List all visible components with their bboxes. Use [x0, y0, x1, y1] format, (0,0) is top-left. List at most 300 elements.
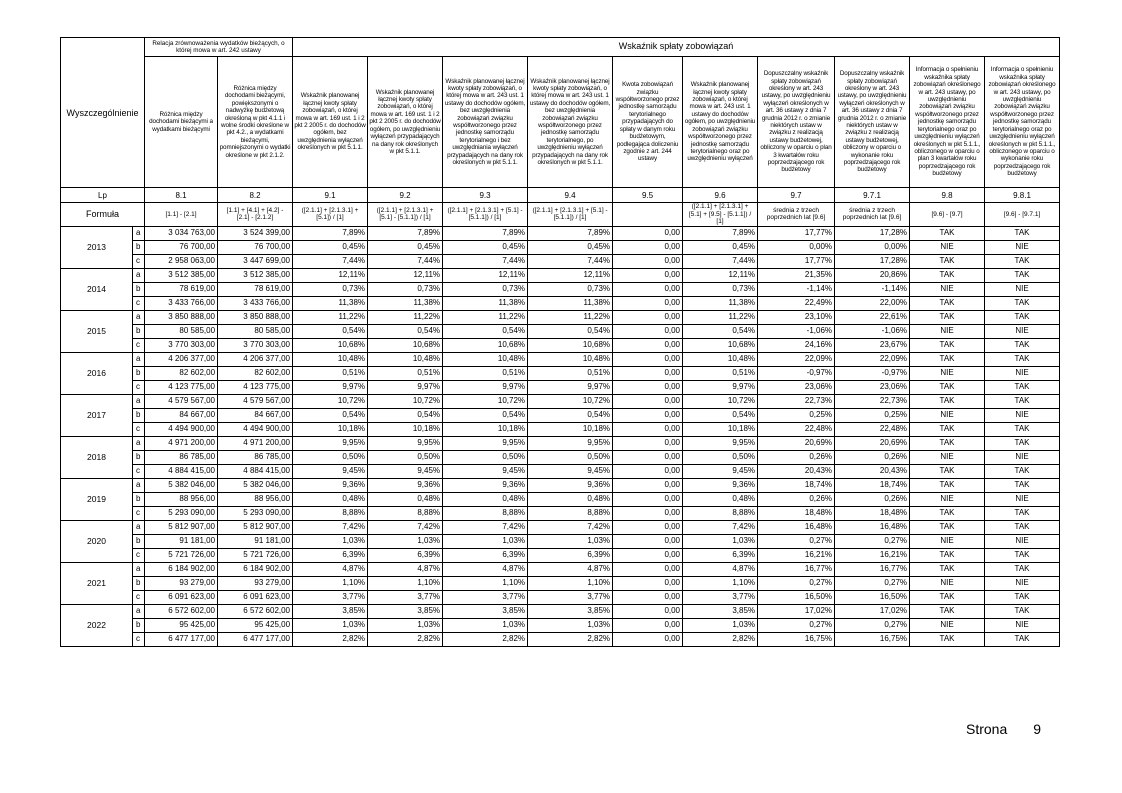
value-cell: 82 602,00 [218, 366, 293, 380]
value-cell: 3 512 385,00 [145, 268, 218, 282]
value-cell: 0,00 [613, 464, 683, 478]
page-footer [966, 721, 1041, 737]
column-header: Wskaźnik planowanej łącznej kwoty spłaty zobowiązań, o której mowa w art. 243 ust. 1 ustawy do dochodów ogółem, po uwzględnieniu zobowiązań związku współtworzonego przez jednostkę samorządu terytorialnego oraz po uwzględnieniu wyłączeń [683, 57, 758, 188]
value-cell: 1,03% [683, 618, 758, 632]
value-cell: 9,45% [443, 464, 528, 478]
lp-row [61, 188, 1060, 203]
row-letter: b [133, 450, 145, 464]
value-cell: 6 477 177,00 [145, 632, 218, 646]
table-row [61, 492, 1060, 506]
row-letter: b [133, 576, 145, 590]
value-cell: 4,87% [293, 562, 368, 576]
value-cell: TAK [910, 254, 985, 268]
value-cell: 3 433 766,00 [145, 296, 218, 310]
value-cell: 7,89% [443, 226, 528, 240]
value-cell: 12,11% [683, 268, 758, 282]
value-cell: 11,22% [683, 310, 758, 324]
value-cell: 17,02% [758, 604, 835, 618]
row-letter: a [133, 310, 145, 324]
value-cell: 10,48% [368, 352, 443, 366]
table-row [61, 296, 1060, 310]
value-cell: -1,14% [758, 282, 835, 296]
value-cell: 9,45% [293, 464, 368, 478]
value-cell: 7,42% [683, 520, 758, 534]
table-row [61, 324, 1060, 338]
value-cell: 1,03% [368, 534, 443, 548]
table-row [61, 520, 1060, 534]
value-cell: NIE [985, 534, 1060, 548]
value-cell: 0,26% [835, 492, 910, 506]
value-cell: 18,74% [835, 478, 910, 492]
value-cell: 17,28% [835, 226, 910, 240]
row-letter: c [133, 548, 145, 562]
value-cell: 7,42% [368, 520, 443, 534]
table-row [61, 310, 1060, 324]
value-cell: 10,68% [528, 338, 613, 352]
value-cell: 11,38% [293, 296, 368, 310]
group-header-9: Wskaźnik spłaty zobowiązań [293, 38, 1060, 57]
value-cell: 7,89% [528, 226, 613, 240]
value-cell: 0,00% [758, 240, 835, 254]
table-row [61, 548, 1060, 562]
table-row [61, 380, 1060, 394]
value-cell: 3,77% [293, 590, 368, 604]
value-cell: 93 279,00 [218, 576, 293, 590]
row-letter: a [133, 394, 145, 408]
value-cell: 3 433 766,00 [218, 296, 293, 310]
value-cell: 0,27% [835, 576, 910, 590]
value-cell: 18,48% [835, 506, 910, 520]
value-cell: TAK [985, 632, 1060, 646]
value-cell: 0,54% [368, 408, 443, 422]
value-cell: 10,72% [293, 394, 368, 408]
value-cell: 4 579 567,00 [218, 394, 293, 408]
value-cell: 0,54% [528, 408, 613, 422]
value-cell: TAK [985, 478, 1060, 492]
value-cell: 0,00 [613, 254, 683, 268]
value-cell: 8,88% [443, 506, 528, 520]
lp-cell: 9.7 [758, 188, 835, 203]
value-cell: 5 293 090,00 [218, 506, 293, 520]
value-cell: 9,97% [528, 380, 613, 394]
value-cell: 0,45% [293, 240, 368, 254]
value-cell: 0,00 [613, 352, 683, 366]
value-cell: 5 382 046,00 [218, 478, 293, 492]
value-cell: 23,10% [758, 310, 835, 324]
row-letter: c [133, 632, 145, 646]
value-cell: 3,85% [528, 604, 613, 618]
value-cell: TAK [910, 604, 985, 618]
value-cell: 0,00 [613, 394, 683, 408]
column-header: Wskaźnik planowanej łącznej kwoty spłaty zobowiązań, o której mowa w art. 169 ust. 1 i 2 pkt 2 2005 r. do dochodów ogółem, bez uwzględnienia wyłączeń określonych w pkt 5.1.1. [293, 57, 368, 188]
value-cell: 11,22% [368, 310, 443, 324]
value-cell: TAK [910, 464, 985, 478]
value-cell: 88 956,00 [145, 492, 218, 506]
value-cell: 22,61% [835, 310, 910, 324]
table-row [61, 604, 1060, 618]
value-cell: 21,35% [758, 268, 835, 282]
value-cell: 3 447 699,00 [218, 254, 293, 268]
value-cell: 9,95% [683, 436, 758, 450]
column-header: Różnica między dochodami bieżącymi, powiększonymi o nadwyżkę budżetową określoną w pkt 4.1.1 i wolne środki określone w pkt 4.2., a wydatkami bieżącymi, pomniejszonymi o wydatki określone w pkt 2.1.2. [218, 57, 293, 188]
row-letter: c [133, 422, 145, 436]
value-cell: 82 602,00 [145, 366, 218, 380]
value-cell: 78 619,00 [218, 282, 293, 296]
value-cell: 10,48% [443, 352, 528, 366]
year-cell: 2014 [61, 268, 133, 310]
value-cell: 0,48% [528, 492, 613, 506]
value-cell: 9,97% [293, 380, 368, 394]
value-cell: 10,68% [293, 338, 368, 352]
value-cell: 11,38% [683, 296, 758, 310]
value-cell: 3 524 399,00 [218, 226, 293, 240]
page-label: Strona [966, 721, 1008, 737]
value-cell: 2,82% [683, 632, 758, 646]
table-row [61, 394, 1060, 408]
value-cell: 4,87% [683, 562, 758, 576]
value-cell: 4 206 377,00 [145, 352, 218, 366]
value-cell: 11,22% [443, 310, 528, 324]
value-cell: 17,77% [758, 254, 835, 268]
value-cell: 22,49% [758, 296, 835, 310]
value-cell: 4 971 200,00 [218, 436, 293, 450]
value-cell: 1,03% [293, 618, 368, 632]
value-cell: 7,42% [293, 520, 368, 534]
value-cell: 4 494 900,00 [145, 422, 218, 436]
value-cell: TAK [910, 268, 985, 282]
value-cell: 91 181,00 [218, 534, 293, 548]
value-cell: 4 206 377,00 [218, 352, 293, 366]
value-cell: 0,00 [613, 296, 683, 310]
year-cell: 2017 [61, 394, 133, 436]
formula-cell: ([2.1.1] + [2.1.3.1] + [5.1]) / [1] [293, 203, 368, 227]
value-cell: 9,45% [683, 464, 758, 478]
formula-cell: [1.1] - [2.1] [145, 203, 218, 227]
value-cell: TAK [910, 352, 985, 366]
value-cell: 6 477 177,00 [218, 632, 293, 646]
value-cell: TAK [910, 296, 985, 310]
formula-cell: średnia z trzech poprzednich lat [9.6] [835, 203, 910, 227]
value-cell: NIE [910, 492, 985, 506]
value-cell: TAK [985, 310, 1060, 324]
value-cell: 88 956,00 [218, 492, 293, 506]
value-cell: 0,73% [443, 282, 528, 296]
year-cell: 2020 [61, 520, 133, 562]
value-cell: 3 850 888,00 [218, 310, 293, 324]
value-cell: 23,06% [835, 380, 910, 394]
value-cell: 1,10% [683, 576, 758, 590]
value-cell: 20,69% [758, 436, 835, 450]
table-row [61, 562, 1060, 576]
value-cell: 8,88% [293, 506, 368, 520]
value-cell: TAK [985, 422, 1060, 436]
value-cell: 10,18% [368, 422, 443, 436]
value-cell: 4 579 567,00 [145, 394, 218, 408]
row-letter: c [133, 254, 145, 268]
value-cell: 6,39% [368, 548, 443, 562]
value-cell: 3 770 303,00 [218, 338, 293, 352]
value-cell: 0,54% [683, 408, 758, 422]
value-cell: TAK [985, 394, 1060, 408]
value-cell: 24,16% [758, 338, 835, 352]
value-cell: 80 585,00 [145, 324, 218, 338]
value-cell: 0,00 [613, 450, 683, 464]
value-cell: 16,77% [835, 562, 910, 576]
value-cell: 3 850 888,00 [145, 310, 218, 324]
formula-cell: ([2.1.1] + [2.1.3.1] + [5.1] - [5.1.1]) / [1] [443, 203, 528, 227]
value-cell: -1,06% [758, 324, 835, 338]
value-cell: 4,87% [528, 562, 613, 576]
value-cell: 9,95% [528, 436, 613, 450]
value-cell: 0,00 [613, 576, 683, 590]
value-cell: 1,10% [443, 576, 528, 590]
value-cell: 0,48% [443, 492, 528, 506]
value-cell: 0,00 [613, 618, 683, 632]
value-cell: 0,51% [368, 366, 443, 380]
table-row [61, 352, 1060, 366]
value-cell: 10,48% [683, 352, 758, 366]
lp-cell: 9.8.1 [985, 188, 1060, 203]
value-cell: 8,88% [528, 506, 613, 520]
value-cell: 9,95% [293, 436, 368, 450]
value-cell: 3,77% [683, 590, 758, 604]
value-cell: 20,43% [835, 464, 910, 478]
value-cell: 9,36% [443, 478, 528, 492]
value-cell: 3,85% [368, 604, 443, 618]
value-cell: 84 667,00 [145, 408, 218, 422]
row-letter: c [133, 296, 145, 310]
year-cell: 2018 [61, 436, 133, 478]
value-cell: TAK [985, 254, 1060, 268]
value-cell: NIE [910, 240, 985, 254]
value-cell: 5 812 907,00 [145, 520, 218, 534]
row-letter: b [133, 408, 145, 422]
value-cell: 86 785,00 [145, 450, 218, 464]
value-cell: 0,73% [683, 282, 758, 296]
value-cell: 1,03% [528, 618, 613, 632]
value-cell: 0,00 [613, 632, 683, 646]
value-cell: 0,27% [835, 534, 910, 548]
lp-cell: 9.4 [528, 188, 613, 203]
value-cell: 16,75% [758, 632, 835, 646]
value-cell: 0,45% [443, 240, 528, 254]
table-row [61, 450, 1060, 464]
table-row [61, 422, 1060, 436]
value-cell: NIE [985, 240, 1060, 254]
row-letter: a [133, 226, 145, 240]
column-header: Wskaźnik planowanej łącznej kwoty spłaty zobowiązań, o której mowa w art. 243 ust. 1 ustawy do dochodów ogółem, bez uwzględnienia zobowiązań związku współtworzonego przez jednostkę samorządu terytorialnego i bez uwzględniania wyłączeń przypadających na dany rok określonych w pkt 5.1.1. [443, 57, 528, 188]
value-cell: NIE [985, 408, 1060, 422]
value-cell: 0,00 [613, 226, 683, 240]
value-cell: 0,27% [758, 576, 835, 590]
value-cell: 9,95% [368, 436, 443, 450]
value-cell: 5 812 907,00 [218, 520, 293, 534]
year-cell: 2019 [61, 478, 133, 520]
value-cell: 3,85% [443, 604, 528, 618]
row-letter: a [133, 562, 145, 576]
value-cell: -1,06% [835, 324, 910, 338]
column-header: Wskaźnik planowanej łącznej kwoty spłaty zobowiązań, o której mowa w art. 243 ust. 1 ustawy do dochodów ogółem, bez uwzględnienia zobowiązań związku współtworzonego przez jednostkę samorządu terytorialnego, po uwzględnieniu wyłączeń przypadających na dany rok określonych w pkt 5.1.1. [528, 57, 613, 188]
value-cell: 4 123 775,00 [145, 380, 218, 394]
lp-cell: 9.5 [613, 188, 683, 203]
value-cell: 20,43% [758, 464, 835, 478]
column-header: Wskaźnik planowanej łącznej kwoty spłaty zobowiązań, o której mowa w art. 169 ust. 1 i 2 pkt 2 2005 r. do dochodów ogółem, po uwzględnieniu wyłączeń przypadających na dany rok określonych w pkt 5.1.1. [368, 57, 443, 188]
table-row [61, 268, 1060, 282]
value-cell: 10,68% [368, 338, 443, 352]
value-cell: 91 181,00 [145, 534, 218, 548]
value-cell: 0,48% [293, 492, 368, 506]
value-cell: 86 785,00 [218, 450, 293, 464]
value-cell: 22,48% [835, 422, 910, 436]
value-cell: 0,26% [758, 492, 835, 506]
value-cell: TAK [985, 506, 1060, 520]
formula-cell: średnia z trzech poprzednich lat [9.6] [758, 203, 835, 227]
value-cell: 0,51% [683, 366, 758, 380]
value-cell: 0,00 [613, 506, 683, 520]
value-cell: TAK [910, 506, 985, 520]
value-cell: 0,54% [683, 324, 758, 338]
value-cell: 20,69% [835, 436, 910, 450]
value-cell: -1,14% [835, 282, 910, 296]
value-cell: 5 721 726,00 [145, 548, 218, 562]
column-header: Dopuszczalny wskaźnik spłaty zobowiązań określony w art. 243 ustawy, po uwzględnieniu wyłączeń określonych w art. 36 ustawy z dnia 7 grudnia 2012 r. o zmianie niektórych ustaw w związku z realizacją ustawy budżetowej, obliczony w oparciu o plan 3 kwartałów roku poprzedzającego rok budżetowy [758, 57, 835, 188]
value-cell: 16,48% [758, 520, 835, 534]
value-cell: 95 425,00 [145, 618, 218, 632]
value-cell: 10,72% [528, 394, 613, 408]
value-cell: TAK [985, 562, 1060, 576]
value-cell: 16,77% [758, 562, 835, 576]
value-cell: 0,45% [683, 240, 758, 254]
value-cell: NIE [910, 534, 985, 548]
value-cell: NIE [910, 618, 985, 632]
value-cell: TAK [910, 380, 985, 394]
formula-row [61, 203, 1060, 227]
value-cell: 18,48% [758, 506, 835, 520]
table-row [61, 618, 1060, 632]
row-letter: a [133, 520, 145, 534]
value-cell: 10,18% [683, 422, 758, 436]
value-cell: TAK [985, 380, 1060, 394]
value-cell: 76 700,00 [218, 240, 293, 254]
value-cell: 18,74% [758, 478, 835, 492]
value-cell: 0,27% [835, 618, 910, 632]
value-cell: 0,73% [368, 282, 443, 296]
value-cell: 0,54% [368, 324, 443, 338]
value-cell: 7,44% [443, 254, 528, 268]
row-letter: b [133, 534, 145, 548]
row-letter: b [133, 282, 145, 296]
lp-cell: 9.2 [368, 188, 443, 203]
column-header: Różnica między dochodami bieżącymi a wydatkami bieżącymi [145, 57, 218, 188]
value-cell: 6 184 902,00 [218, 562, 293, 576]
value-cell: 10,48% [528, 352, 613, 366]
value-cell: NIE [985, 576, 1060, 590]
value-cell: TAK [910, 520, 985, 534]
value-cell: 6 091 623,00 [218, 590, 293, 604]
row-letter: c [133, 506, 145, 520]
value-cell: 0,00 [613, 310, 683, 324]
column-header: Dopuszczalny wskaźnik spłaty zobowiązań określony w art. 243 ustawy, po uwzględnieniu wyłączeń określonych w art. 36 ustawy z dnia 7 grudnia 2012 r. o zmianie niektórych ustaw w związku z realizacją ustawy budżetowej, obliczony w oparciu o wykonanie roku poprzedzającego rok budżetowy [835, 57, 910, 188]
value-cell: 9,45% [368, 464, 443, 478]
value-cell: 7,44% [293, 254, 368, 268]
formula-cell: [1.1] + [4.1] + [4.2] - [2.1] - [2.1.2] [218, 203, 293, 227]
value-cell: 11,38% [368, 296, 443, 310]
value-cell: NIE [910, 408, 985, 422]
value-cell: 1,10% [293, 576, 368, 590]
value-cell: 7,89% [293, 226, 368, 240]
value-cell: 3 034 763,00 [145, 226, 218, 240]
row-letter: b [133, 618, 145, 632]
value-cell: 10,68% [683, 338, 758, 352]
value-cell: -0,97% [835, 366, 910, 380]
value-cell: 4 884 415,00 [218, 464, 293, 478]
value-cell: 1,03% [443, 534, 528, 548]
value-cell: TAK [910, 338, 985, 352]
value-cell: 0,26% [758, 450, 835, 464]
value-cell: 16,50% [835, 590, 910, 604]
table-row [61, 282, 1060, 296]
value-cell: 2,82% [293, 632, 368, 646]
value-cell: 7,44% [528, 254, 613, 268]
row-letter: a [133, 604, 145, 618]
value-cell: 7,89% [683, 226, 758, 240]
value-cell: 1,03% [528, 534, 613, 548]
value-cell: 10,72% [443, 394, 528, 408]
year-cell: 2013 [61, 226, 133, 268]
value-cell: TAK [910, 632, 985, 646]
table-row [61, 366, 1060, 380]
value-cell: TAK [910, 394, 985, 408]
value-cell: 9,36% [293, 478, 368, 492]
value-cell: TAK [985, 268, 1060, 282]
value-cell: 3,77% [368, 590, 443, 604]
value-cell: 12,11% [528, 268, 613, 282]
value-cell: 2,82% [443, 632, 528, 646]
value-cell: 6,39% [443, 548, 528, 562]
value-cell: TAK [910, 226, 985, 240]
value-cell: 9,45% [528, 464, 613, 478]
table-row [61, 338, 1060, 352]
value-cell: 22,09% [758, 352, 835, 366]
value-cell: 0,45% [368, 240, 443, 254]
value-cell: 8,88% [368, 506, 443, 520]
table-row [61, 576, 1060, 590]
value-cell: 0,48% [368, 492, 443, 506]
value-cell: 22,48% [758, 422, 835, 436]
value-cell: 95 425,00 [218, 618, 293, 632]
value-cell: 0,54% [443, 408, 528, 422]
formula-cell: ([2.1.1] + [2.1.3.1] + [5.1] + [9.5] - [5.1.1]) / [1] [683, 203, 758, 227]
value-cell: 0,00 [613, 422, 683, 436]
value-cell: 84 667,00 [218, 408, 293, 422]
value-cell: 7,89% [368, 226, 443, 240]
value-cell: TAK [910, 422, 985, 436]
value-cell: 9,36% [683, 478, 758, 492]
row-letter: c [133, 338, 145, 352]
row-letter: a [133, 436, 145, 450]
value-cell: 1,10% [528, 576, 613, 590]
value-cell: 3,77% [528, 590, 613, 604]
value-cell: 11,22% [293, 310, 368, 324]
value-cell: NIE [985, 618, 1060, 632]
row-letter: c [133, 380, 145, 394]
value-cell: 0,00 [613, 590, 683, 604]
value-cell: 76 700,00 [145, 240, 218, 254]
value-cell: TAK [910, 548, 985, 562]
column-header: Kwota zobowiązań związku współtworzonego przez jednostkę samorządu terytorialnego przypadających do spłaty w danym roku budżetowym, podlegająca doliczeniu zgodnie z art. 244 ustawy [613, 57, 683, 188]
column-header: Informacja o spełnieniu wskaźnika spłaty zobowiązań określonego w art. 243 ustawy, po uwzględnieniu zobowiązań związku współtworzonego przez jednostkę samorządu terytorialnego oraz po uwzględnieniu wyłączeń określonych w pkt 5.1.1., obliczonego w oparciu o plan 3 kwartałów roku poprzedzającego rok budżetowy [910, 57, 985, 188]
value-cell: 10,18% [293, 422, 368, 436]
